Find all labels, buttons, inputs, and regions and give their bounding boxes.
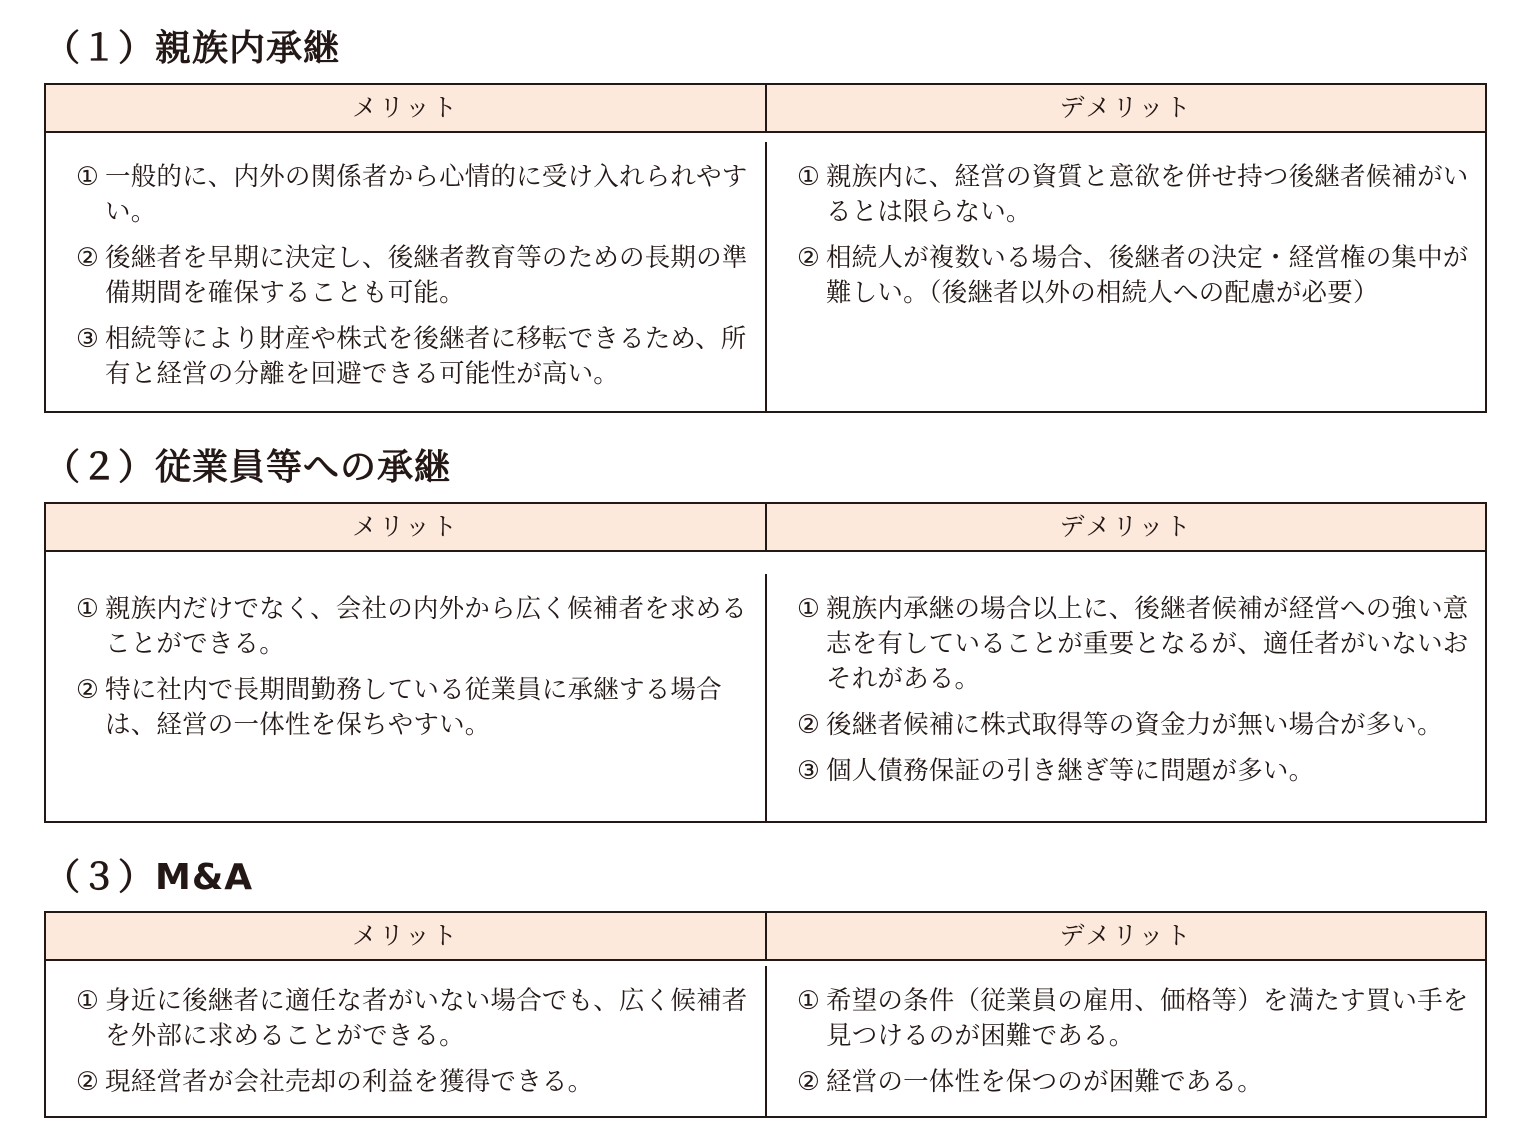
demerit-header: デメリット xyxy=(767,913,1485,961)
item-number: ① xyxy=(76,986,100,1016)
list-item xyxy=(76,160,755,230)
list-item xyxy=(797,708,1475,743)
list-item xyxy=(797,241,1475,311)
list-item xyxy=(797,160,1475,230)
list-item xyxy=(797,1065,1475,1100)
demerit-list xyxy=(797,592,1475,789)
comparison-table-ma xyxy=(44,911,1487,1118)
item-text: 後継者を早期に決定し、後継者教育等のための長期の準備期間を確保することも可能。 xyxy=(105,242,748,308)
item-number: ② xyxy=(797,242,821,273)
item-number: ① xyxy=(797,593,821,624)
demerit-cell xyxy=(767,966,1485,1116)
demerit-cell xyxy=(767,142,1485,412)
merit-cell xyxy=(46,574,767,822)
merit-list xyxy=(76,160,755,392)
item-number: ① xyxy=(76,161,100,192)
comparison-table-employee xyxy=(44,502,1487,823)
item-text: 相続等により財産や株式を後継者に移転できるため、所有と経営の分離を回避できる可能性が高い。 xyxy=(105,323,747,389)
list-item xyxy=(76,322,755,392)
item-number: ③ xyxy=(797,755,821,786)
section-title-family: （１）親族内承継 xyxy=(44,28,341,69)
section-title-employee: （２）従業員等への承継 xyxy=(44,447,452,488)
item-number: ② xyxy=(797,709,821,740)
merit-cell xyxy=(46,966,767,1116)
item-text: 現経営者が会社売却の利益を獲得できる。 xyxy=(105,1067,594,1097)
item-number: ③ xyxy=(76,323,100,354)
item-number: ① xyxy=(797,986,821,1016)
item-text: 親族内だけでなく、会社の内外から広く候補者を求めることができる。 xyxy=(105,593,747,659)
demerit-header: デメリット xyxy=(767,504,1485,552)
list-item xyxy=(797,984,1475,1054)
item-number: ① xyxy=(76,593,100,624)
merit-list xyxy=(76,984,755,1100)
merit-header: メリット xyxy=(46,504,767,552)
demerit-list xyxy=(797,160,1475,311)
item-text: 相続人が複数いる場合、後継者の決定・経営権の集中が難しい。（後継者以外の相続人への配慮が必要） xyxy=(826,242,1469,308)
item-text: 後継者候補に株式取得等の資金力が無い場合が多い。 xyxy=(826,709,1443,740)
item-text: 経営の一体性を保つのが困難である。 xyxy=(826,1067,1263,1097)
merit-header: メリット xyxy=(46,85,767,133)
list-item xyxy=(76,592,755,662)
list-item xyxy=(76,984,755,1054)
demerit-header: デメリット xyxy=(767,85,1485,133)
list-item xyxy=(797,754,1475,789)
item-text: 特に社内で長期間勤務している従業員に承継する場合は、経営の一体性を保ちやすい。 xyxy=(105,674,722,740)
merit-list xyxy=(76,592,755,743)
item-text: 身近に後継者に適任な者がいない場合でも、広く候補者を外部に求めることができる。 xyxy=(105,986,748,1051)
list-item xyxy=(76,673,755,743)
list-item xyxy=(76,1065,755,1100)
item-number: ② xyxy=(76,242,100,273)
item-number: ② xyxy=(76,1067,100,1097)
merit-cell xyxy=(46,142,767,412)
demerit-cell xyxy=(767,574,1485,822)
item-text: 親族内承継の場合以上に、後継者候補が経営への強い意志を有していることが重要となるが、適任者がいないおそれがある。 xyxy=(826,593,1469,694)
item-number: ② xyxy=(797,1067,821,1097)
item-number: ② xyxy=(76,674,100,705)
list-item xyxy=(797,592,1475,697)
item-text: 希望の条件（従業員の雇用、価格等）を満たす買い手を見つけるのが困難である。 xyxy=(826,986,1469,1051)
comparison-table-family xyxy=(44,83,1487,413)
item-text: 親族内に、経営の資質と意欲を併せ持つ後継者候補がいるとは限らない。 xyxy=(826,161,1469,227)
section-title-ma: （３）M&A xyxy=(44,857,254,898)
item-number: ① xyxy=(797,161,821,192)
demerit-list xyxy=(797,984,1475,1100)
merit-header: メリット xyxy=(46,913,767,961)
item-text: 一般的に、内外の関係者から心情的に受け入れられやすい。 xyxy=(105,161,748,227)
item-text: 個人債務保証の引き継ぎ等に問題が多い。 xyxy=(826,755,1315,786)
list-item xyxy=(76,241,755,311)
